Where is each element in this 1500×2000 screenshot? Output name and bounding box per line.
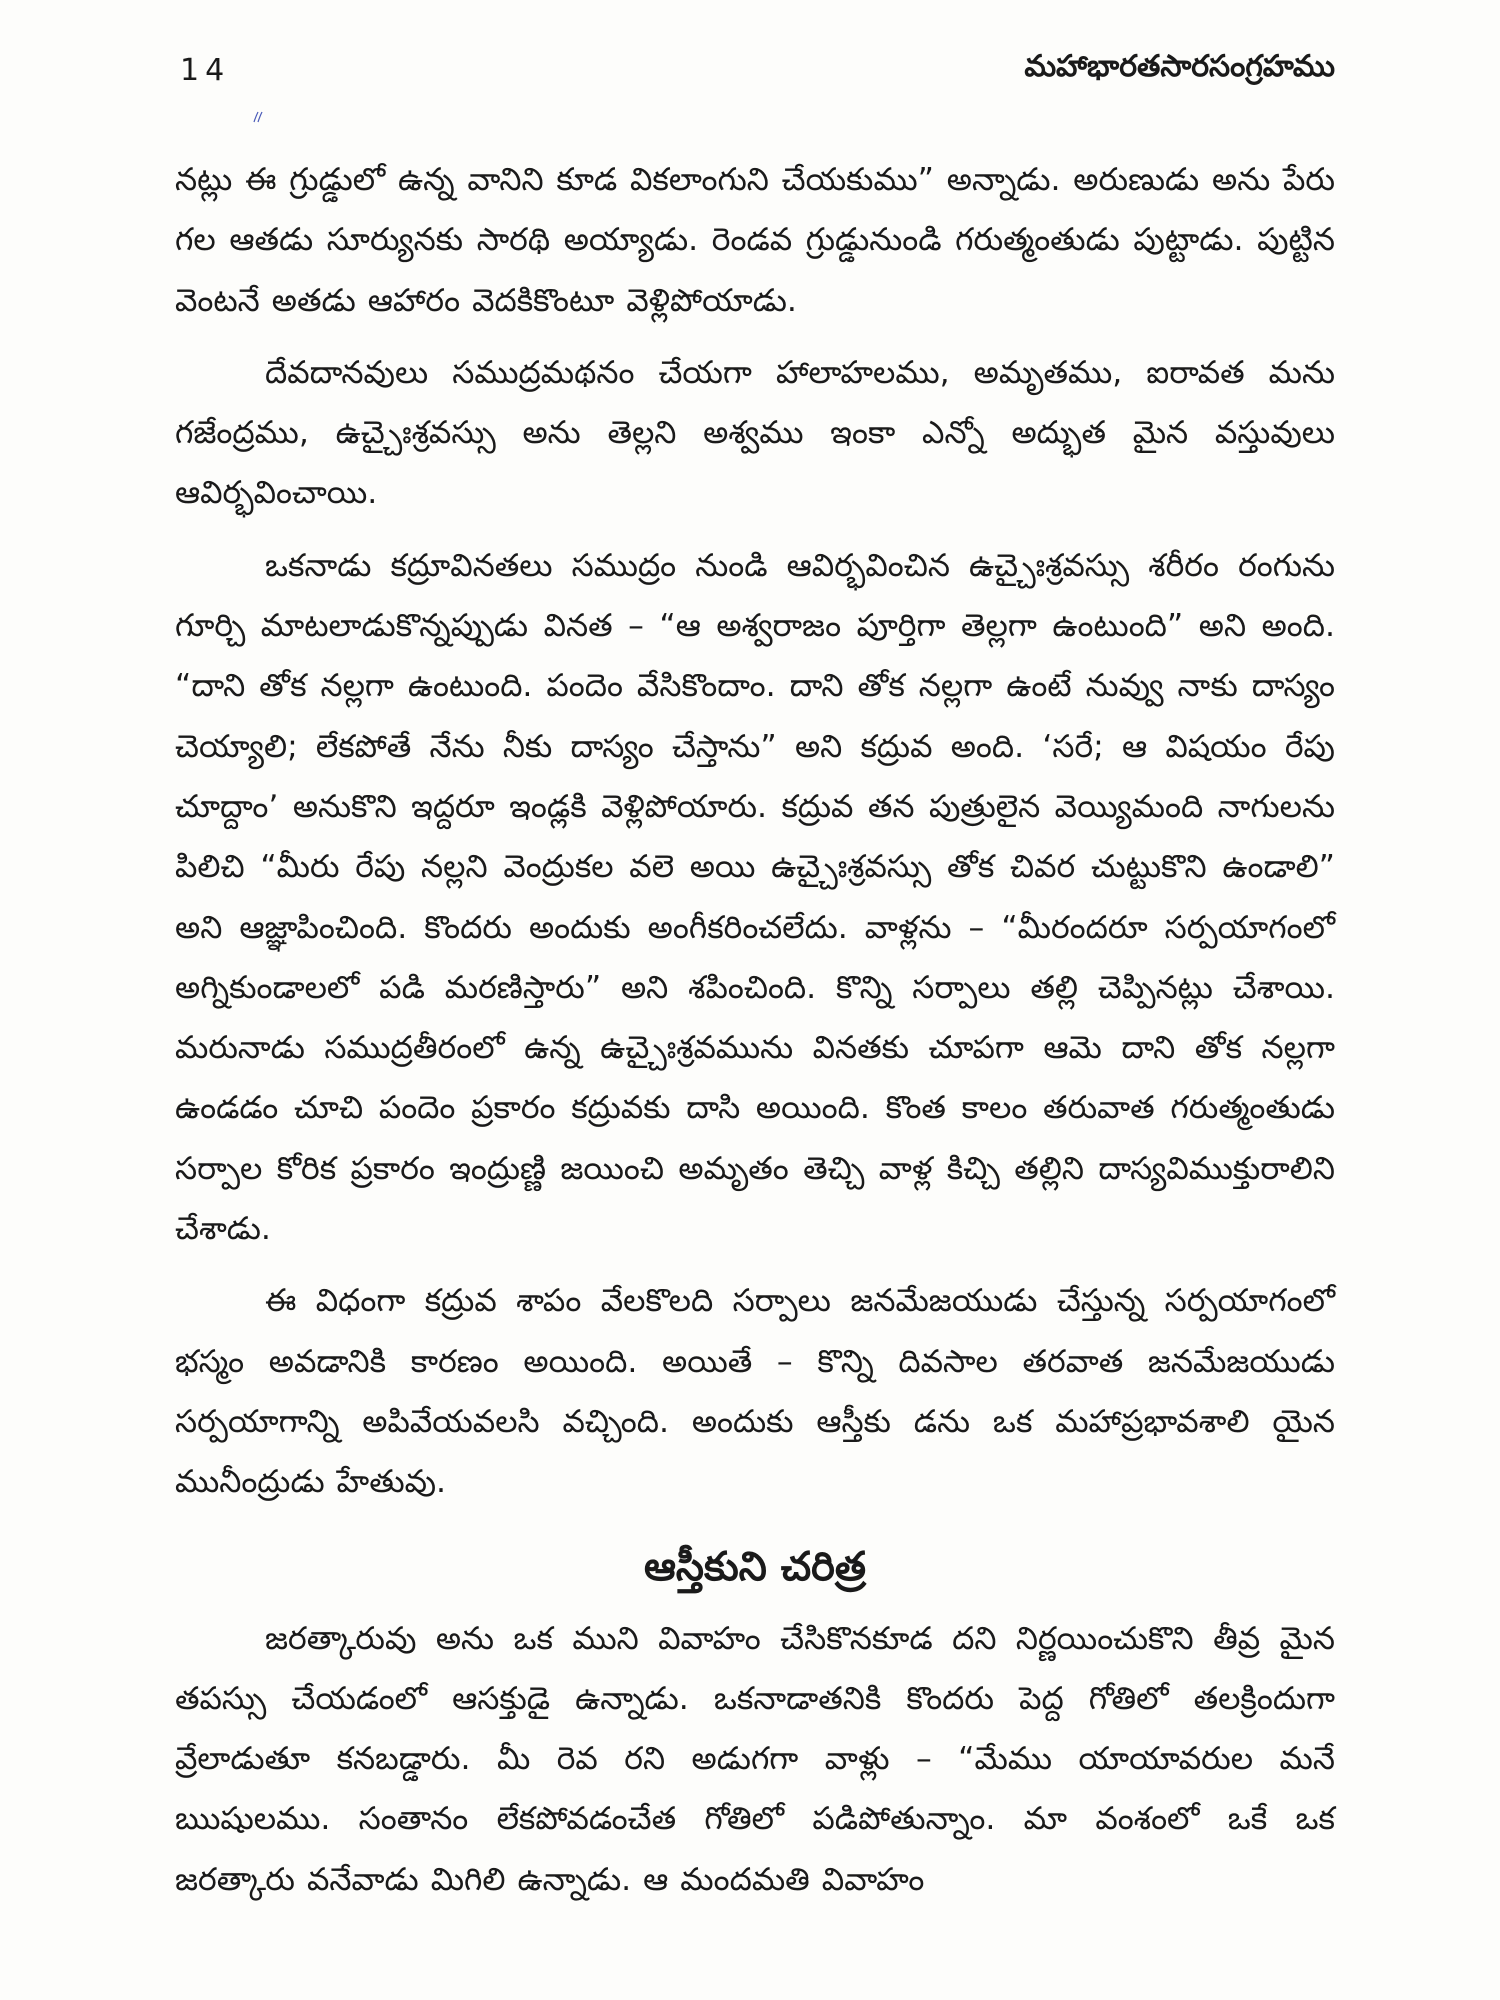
section-paragraph: జరత్కారువు అను ఒక ముని వివాహం చేసికొనకూడ దని నిర్ణయించుకొని తీవ్ర మైన తపస్సు చేయడంలో ఆసక్తుడై ఉన్నాడు. ఒకనాడాతనికి కొందరు పెద్ద గోతిలో తలక్రిందుగా వ్రేలాడుతూ కనబడ్డారు. మీ రెవ రని అడుగగా వాళ్లు – “మేము యాయావరుల మనే ఋషులము. సంతానం లేకపోవడంచేత గోతిలో పడిపోతున్నాం. మా వంశంలో ఒకే ఒక జరత్కారు వనేవాడు మిగిలి ఉన్నాడు. ఆ మందమతి వివాహం (175, 1620, 1335, 1898)
page-number: 14 (180, 52, 231, 88)
page-header (180, 40, 1335, 100)
paragraph-3: ఒకనాడు కద్రూవినతలు సముద్రం నుండి ఆవిర్భవించిన ఉచ్చైఃశ్రవస్సు శరీరం రంగును గూర్చి మాటలాడుకొన్నప్పుడు వినత – “ఆ అశ్వరాజం పూర్తిగా తెల్లగా ఉంటుంది” అని అంది. “దాని తోక నల్లగా ఉంటుంది. పందెం వేసికొందాం. దాని తోక నల్లగా ఉంటే నువ్వు నాకు దాస్యం చెయ్యాలి; లేకపోతే నేను నీకు దాస్యం చేస్తాను” అని కద్రువ అంది. ‘సరే; ఆ విషయం రేపు చూద్దాం’ అనుకొని ఇద్దరూ ఇండ్లకి వెళ్లిపోయారు. కద్రువ తన పుత్రులైన వెయ్యిమంది నాగులను పిలిచి “మీరు రేపు నల్లని వెంద్రుకల వలె అయి ఉచ్చైఃశ్రవస్సు తోక చివర చుట్టుకొని ఉండాలి” అని ఆజ్ఞాపించింది. కొందరు అందుకు అంగీకరించలేదు. వాళ్లను – “మీరందరూ సర్పయాగంలో అగ్నికుండాలలో పడి మరణిస్తారు” అని శపించింది. కొన్ని సర్పాలు తల్లి చెప్పినట్లు చేశాయి. మరునాడు సముద్రతీరంలో ఉన్న ఉచ్చైఃశ్రవమును వినతకు చూపగా ఆమె దాని తోక నల్లగా ఉండడం చూచి పందెం ప్రకారం కద్రువకు దాసి అయింది. కొంత కాలం తరువాత గరుత్మంతుడు సర్పాల కోరిక ప్రకారం ఇంద్రుణ్ణి జయించి అమృతం తెచ్చి వాళ్ల కిచ్చి తల్లిని దాస్యవిముక్తురాలిని చేశాడు. (175, 547, 1335, 1248)
section-heading: ఆస్తీకుని చరిత్ర (644, 1543, 866, 1590)
paragraph-4: ఈ విధంగా కద్రువ శాపం వేలకొలది సర్పాలు జనమేజయుడు చేస్తున్న సర్పయాగంలో భస్మం అవడానికి కారణం అయింది. అయితే – కొన్ని దివసాల తరవాత జనమేజయుడు సర్పయాగాన్ని అపివేయవలసి వచ్చింది. అందుకు ఆస్తీకు డను ఒక మహాప్రభావశాలి యైన మునీంద్రుడు హేతువు. (175, 1283, 1335, 1501)
pen-mark-icon (252, 110, 264, 124)
paragraph-1: నట్లు ఈ గ్రుడ్డులో ఉన్న వానిని కూడ వికలాంగుని చేయకుము” అన్నాడు. అరుణుడు అను పేరు గల ఆతడు సూర్యునకు సారథి అయ్యాడు. రెండవ గ్రుడ్డునుండి గరుత్మంతుడు పుట్టాడు. పుట్టిన వెంటనే అతడు ఆహారం వెదకికొంటూ వెళ్లిపోయాడు. (175, 162, 1335, 319)
paragraph-2: దేవదానవులు సముద్రమథనం చేయగా హాలాహలము, అమృతము, ఐరావత మను గజేంద్రము, ఉచ్చైఃశ్రవస్సు అను తెల్లని అశ్వము ఇంకా ఎన్నో అద్భుత మైన వస్తువులు ఆవిర్భవించాయి. (175, 354, 1335, 512)
running-title: మహాభారతసారసంగ్రహము (1024, 49, 1335, 84)
body-text (175, 150, 1335, 1922)
